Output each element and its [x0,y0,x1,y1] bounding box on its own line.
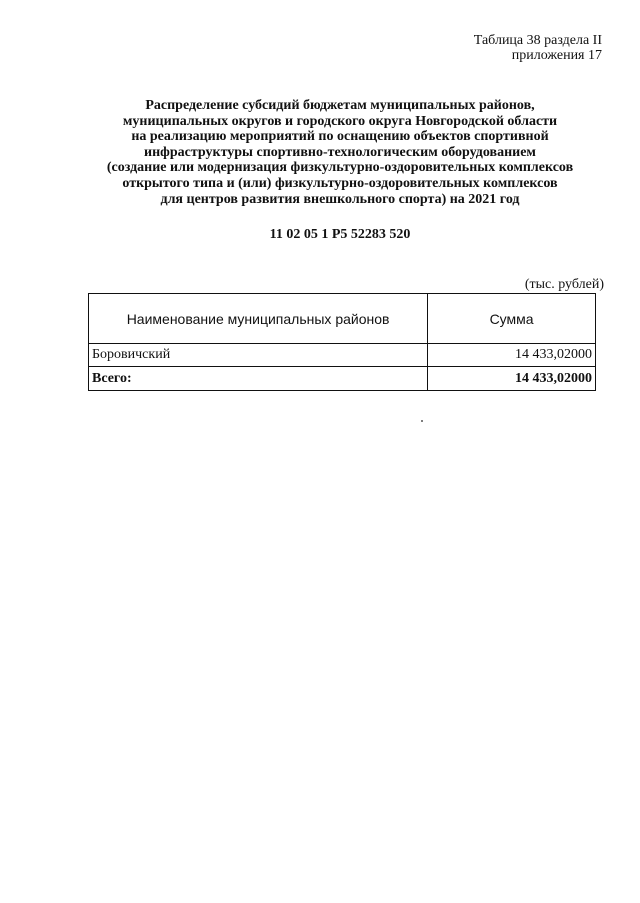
title-line: (создание или модернизация физкультурно-оздоровительных комплексов [106,160,574,176]
title-line: для центров развития внешкольного спорта) на 2021 год [160,191,520,207]
document-title [60,98,620,207]
column-header-amount: Сумма [428,294,596,344]
units-note: (тыс. рублей) [524,277,604,292]
amount-cell: 14 433,02000 [428,344,596,367]
title-line: инфраструктуры спортивно-технологическим оборудованием [144,144,536,160]
title-line: на реализацию мероприятий по оснащению объектов спортивной [131,129,549,145]
title-line: муниципальных округов и городского округа Новгородской области [122,113,558,129]
total-row [89,367,596,391]
total-label-cell: Всего: [89,367,428,391]
subsidy-distribution-table [88,293,596,391]
table-reference-line1: Таблица 38 раздела II [473,33,602,48]
title-line: Распределение субсидий бюджетам муниципальных районов, [145,98,535,113]
column-header-district-name: Наименование муниципальных районов [89,294,428,344]
table-header-row [89,294,596,344]
title-line: открытого типа и (или) физкультурно-оздоровительных комплексов [122,175,558,191]
table-reference [474,33,602,63]
total-amount-cell: 14 433,02000 [428,367,596,391]
budget-classification-code: 11 02 05 1 P5 52283 520 [269,227,411,242]
table-row [89,344,596,367]
district-name-cell: Боровичский [89,344,428,367]
scan-speck [421,420,423,422]
table-reference-line2: приложения 17 [511,48,602,63]
